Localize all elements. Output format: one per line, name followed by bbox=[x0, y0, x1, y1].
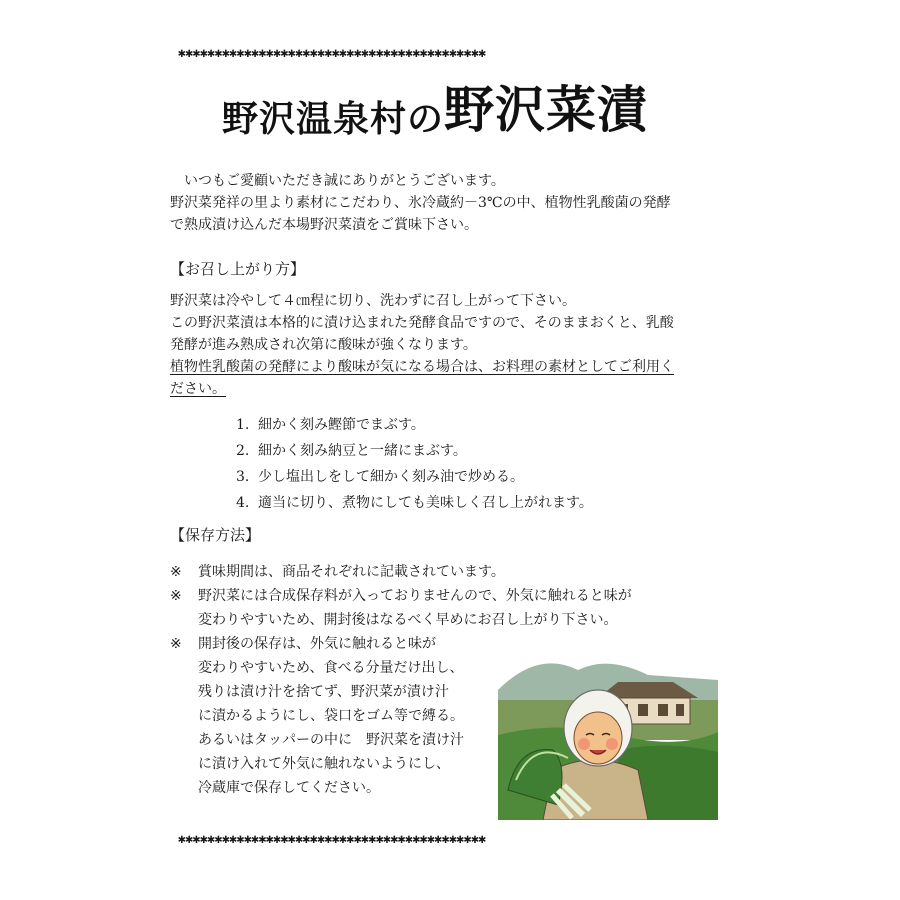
note-line: に漬け入れて外気に触れないようにし、 bbox=[198, 756, 450, 772]
step-number: 2. bbox=[236, 443, 250, 459]
note-line: 変わりやすいため、開封後はなるべく早めにお召し上がり下さい。 bbox=[198, 612, 618, 628]
decorative-border-bottom: ✱✱✱✱✱✱✱✱✱✱✱✱✱✱✱✱✱✱✱✱✱✱✱✱✱✱✱✱✱✱✱✱✱✱✱✱✱✱✱✱✱✱ bbox=[178, 832, 486, 847]
intro-paragraph bbox=[170, 170, 740, 236]
note-mark: ※ bbox=[170, 564, 182, 580]
step-text: 細かく刻み納豆と一緒にまぶす。 bbox=[258, 443, 467, 459]
howto-line: 野沢菜は冷やして４㎝程に切り、洗わずに召し上がって下さい。 bbox=[170, 293, 576, 309]
note-line: 開封後の保存は、外気に触れると味が bbox=[198, 636, 436, 652]
intro-line: 野沢菜発祥の里より素材にこだわり、氷冷蔵約－3℃の中、植物性乳酸菌の発酵 bbox=[170, 195, 671, 211]
list-item bbox=[236, 490, 696, 516]
note-line: 賞味期間は、商品それぞれに記載されています。 bbox=[198, 564, 505, 580]
decorative-border-top: ✱✱✱✱✱✱✱✱✱✱✱✱✱✱✱✱✱✱✱✱✱✱✱✱✱✱✱✱✱✱✱✱✱✱✱✱✱✱✱✱✱✱ bbox=[178, 46, 486, 61]
list-item bbox=[236, 412, 696, 438]
step-number: 4. bbox=[236, 495, 250, 511]
intro-line: いつもご愛顧いただき誠にありがとうございます。 bbox=[170, 173, 505, 189]
note-mark: ※ bbox=[170, 588, 182, 604]
note-line: 野沢菜には合成保存料が入っておりませんので、外気に触れると味が bbox=[198, 588, 632, 604]
storage-note bbox=[170, 584, 730, 608]
list-item bbox=[236, 464, 696, 490]
intro-line: で熟成漬け込んだ本場野沢菜漬をご賞味下さい。 bbox=[170, 217, 478, 233]
section-heading-how-to-eat: 【お召し上がり方】 bbox=[170, 260, 306, 278]
howto-underlined-line: ださい。 bbox=[170, 381, 226, 397]
how-to-eat-paragraph bbox=[170, 290, 740, 400]
note-line: 残りは漬け汁を捨てず、野沢菜が漬け汁 bbox=[198, 684, 449, 700]
step-text: 少し塩出しをして細かく刻み油で炒める。 bbox=[258, 469, 524, 485]
step-text: 細かく刻み鰹節でまぶす。 bbox=[258, 417, 425, 433]
note-mark: ※ bbox=[170, 636, 182, 652]
step-number: 1. bbox=[236, 417, 250, 433]
howto-line: 発酵が進み熟成され次第に酸味が強くなります。 bbox=[170, 337, 477, 353]
step-number: 3. bbox=[236, 469, 250, 485]
howto-line: この野沢菜漬は本格的に漬け込まれた発酵食品ですので、そのままおくと、乳酸 bbox=[170, 315, 674, 331]
note-line: 変わりやすいため、食べる分量だけ出し、 bbox=[198, 660, 464, 676]
howto-underlined-line: 植物性乳酸菌の発酵により酸味が気になる場合は、お料理の素材としてご利用く bbox=[170, 359, 674, 375]
note-line: 冷蔵庫で保存してください。 bbox=[198, 780, 380, 796]
list-item bbox=[236, 438, 696, 464]
section-heading-storage: 【保存方法】 bbox=[170, 526, 261, 544]
storage-note bbox=[170, 560, 730, 584]
page-title bbox=[222, 72, 682, 142]
farmer-with-nozawana-illustration bbox=[498, 640, 718, 820]
recipe-steps-list bbox=[236, 412, 696, 516]
note-line: あるいはタッパーの中に 野沢菜を漬け汁 bbox=[198, 732, 464, 748]
step-text: 適当に切り、煮物にしても美味しく召し上がれます。 bbox=[258, 495, 593, 511]
title-part-product: 野沢菜漬 bbox=[444, 81, 649, 139]
note-line: に漬かるようにし、袋口をゴム等で縛る。 bbox=[198, 708, 464, 724]
title-part-village: 野沢温泉村の bbox=[222, 99, 445, 140]
